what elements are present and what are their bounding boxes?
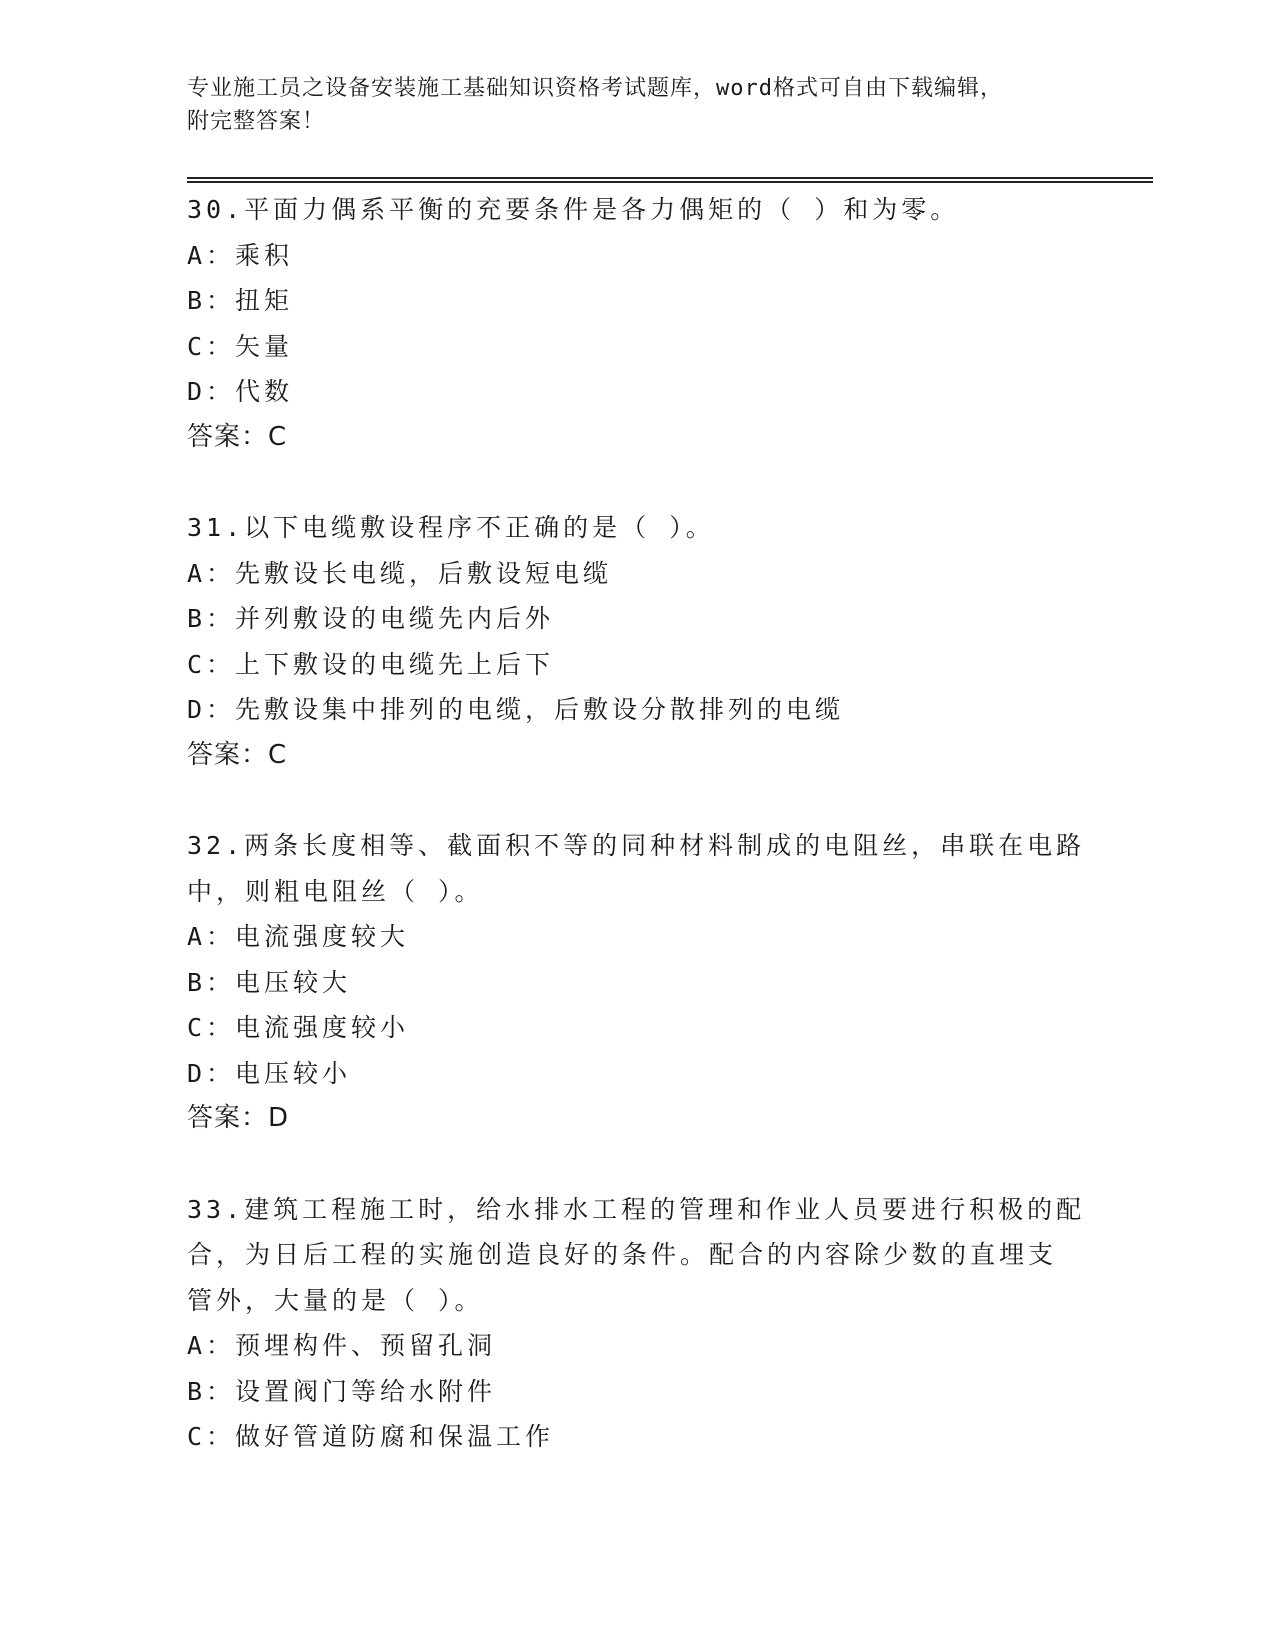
- option-a: A：电流强度较大: [187, 922, 410, 951]
- question-stem: 30.平面力偶系平衡的充要条件是各力偶矩的（ ）和为零。: [187, 195, 960, 224]
- option-d: D：代数: [187, 377, 294, 406]
- option-b: B：电压较大: [187, 967, 352, 997]
- question-stem-line-1: 32.两条长度相等、截面积不等的同种材料制成的电阻丝，串联在电路: [187, 831, 1086, 860]
- option-b: B：设置阀门等给水附件: [187, 1376, 497, 1406]
- question-stem-line-2: 中，则粗电阻丝（ ）。: [187, 876, 484, 906]
- option-c: C：矢量: [187, 331, 294, 361]
- option-b: B：并列敷设的电缆先内后外: [187, 604, 555, 633]
- question-stem-line-2: 合，为日后工程的实施创造良好的条件。配合的内容除少数的直埋支: [187, 1240, 1058, 1269]
- question-32: [187, 823, 1087, 1142]
- option-d: D：电压较小: [187, 1058, 352, 1088]
- option-b: B：扭矩: [187, 286, 294, 315]
- option-d: D：先敷设集中排列的电缆，后敷设分散排列的电缆: [187, 695, 845, 724]
- header-line-1: 专业施工员之设备安装施工基础知识资格考试题库，word格式可自由下载编辑，: [187, 76, 1003, 101]
- header-double-rule: [187, 177, 1153, 183]
- option-c: C：做好管道防腐和保温工作: [187, 1422, 555, 1451]
- option-a: A：预埋构件、预留孔洞: [187, 1331, 497, 1360]
- answer-line: 答案：C: [187, 739, 288, 770]
- option-c: C：电流强度较小: [187, 1013, 410, 1042]
- question-stem: 31.以下电缆敷设程序不正确的是（ ）。: [187, 513, 715, 542]
- answer-line: 答案：C: [187, 421, 288, 452]
- option-a: A：乘积: [187, 240, 294, 270]
- option-a: A：先敷设长电缆，后敷设短电缆: [187, 558, 613, 588]
- document-header: [187, 72, 1087, 138]
- answer-line: 答案：D: [187, 1103, 290, 1133]
- question-list: [187, 187, 1087, 1505]
- question-stem-line-3: 管外，大量的是（ ）。: [187, 1285, 484, 1315]
- question-31: [187, 505, 1087, 778]
- header-line-2: 附完整答案！: [187, 109, 326, 134]
- question-stem-line-1: 33.建筑工程施工时，给水排水工程的管理和作业人员要进行积极的配: [187, 1194, 1086, 1224]
- option-c: C：上下敷设的电缆先上后下: [187, 649, 555, 679]
- question-33: [187, 1187, 1087, 1460]
- question-30: [187, 187, 1087, 460]
